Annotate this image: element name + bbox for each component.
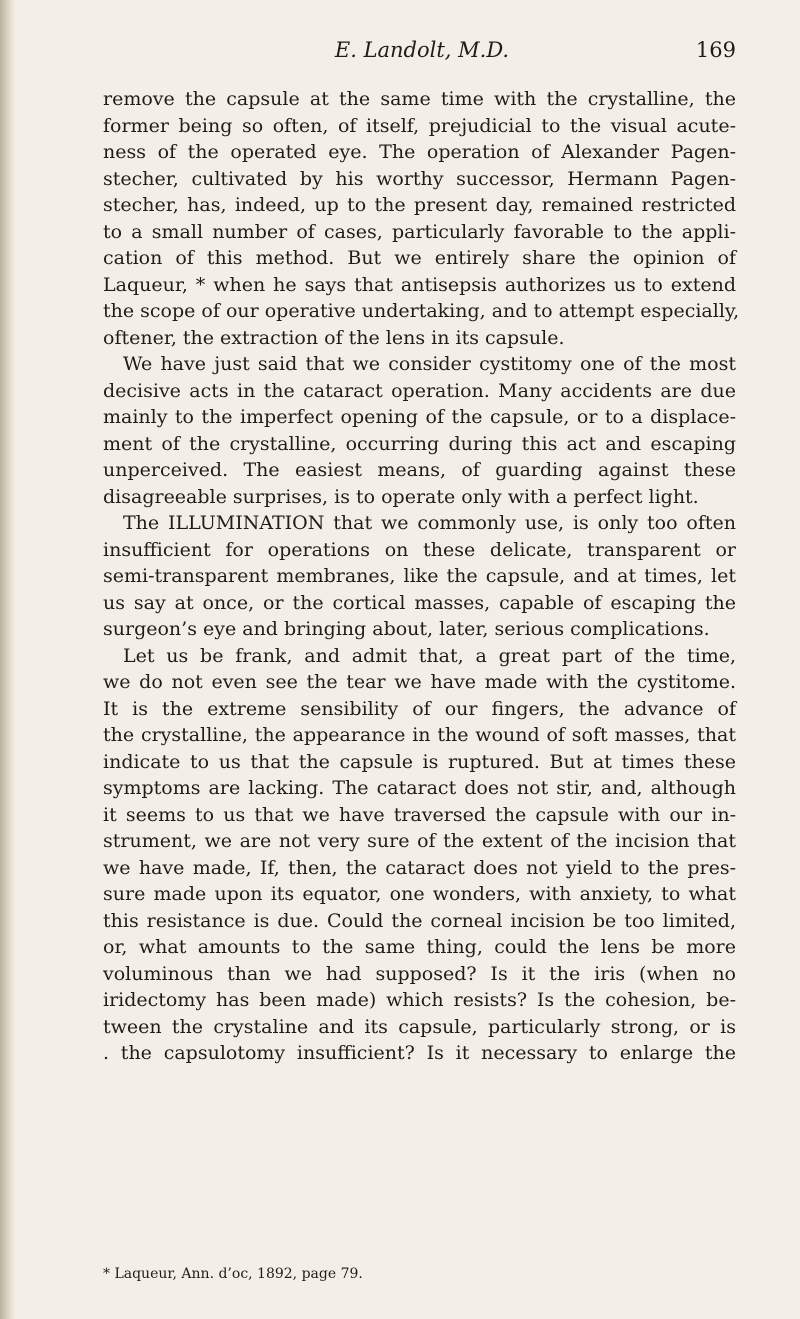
text-line: the crystalline, the appearance in the wound of soft masses, that [103,724,736,746]
text-line: cation of this method. But we entirely share the opinion of [103,247,736,269]
text-line: tween the crystaline and its capsule, particularly strong, or is [103,1015,736,1038]
text-line: we have made, If, then, the cataract does not yield to the pres- [103,856,736,879]
text-line: disagreeable surprises, is to operate only with a perfect light. [103,485,699,508]
text-line: decisive acts in the cataract operation. Many accidents are due [103,379,736,402]
text-line: . the capsulotomy insufficient? Is it necessary to enlarge the [103,1042,736,1064]
text-line: mainly to the imperfect opening of the capsule, or to a displace- [103,406,736,428]
text-line: we do not even see the tear we have made with the cystitome. [103,671,736,693]
text-line: to a small number of cases, particularly favorable to the appli- [103,220,736,243]
text-line: Laqueur, * when he says that antisepsis authorizes us to extend [103,273,736,296]
text-line: stecher, has, indeed, up to the present day, remained restricted [103,194,736,216]
text-line: unperceived. The easiest means, of guarding against these [103,459,736,481]
page-number: 169 [695,38,736,62]
text-line: remove the capsule at the same time with the crystalline, the [103,88,736,110]
text-line: former being so often, of itself, prejudicial to the visual acute- [103,114,736,137]
text-line: us say at once, or the cortical masses, capable of escaping the [103,591,736,614]
text-line: ment of the crystalline, occurring during this act and escaping [103,432,736,455]
page-header [108,38,736,68]
text-line: sure made upon its equator, one wonders, with anxiety, to what [103,883,736,905]
text-line: oftener, the extraction of the lens in its capsule. [103,326,565,349]
text-line: it seems to us that we have traversed the capsule with our in- [103,803,736,826]
text-line: surgeon’s eye and bringing about, later, serious complications. [103,618,710,640]
text-line: voluminous than we had supposed? Is it the iris (when no [103,962,736,985]
running-head: E. Landolt, M.D. [334,38,510,62]
text-line: ness of the operated eye. The operation of Alexander Pagen- [103,141,736,163]
text-line: this resistance is due. Could the corneal incision be too limited, [103,909,736,932]
text-line: the scope of our operative undertaking, and to attempt especially, [103,300,740,322]
footnote: * Laqueur, Ann. d’oc, 1892, page 79. [103,1266,363,1282]
text-line: Let us be frank, and admit that, a great part of the time, [123,644,736,667]
text-line: stecher, cultivated by his worthy successor, Hermann Pagen- [103,167,736,190]
text-line: strument, we are not very sure of the extent of the incision that [103,830,736,852]
text-line: The ILLUMINATION that we commonly use, is only too often [123,512,736,534]
text-line: insufficient for operations on these delicate, transparent or [103,538,736,561]
text-line: semi-transparent membranes, like the capsule, and at times, let [103,565,736,587]
text-line: or, what amounts to the same thing, could the lens be more [103,936,736,958]
text-line: We have just said that we consider cystitomy one of the most [123,353,736,375]
text-line: symptoms are lacking. The cataract does not stir, and, although [103,777,736,799]
text-line: indicate to us that the capsule is ruptured. But at times these [103,750,736,773]
body-text [103,86,740,1067]
text-line: iridectomy has been made) which resists? Is the cohesion, be- [103,989,736,1011]
text-line: It is the extreme sensibility of our fingers, the advance of [103,697,736,720]
